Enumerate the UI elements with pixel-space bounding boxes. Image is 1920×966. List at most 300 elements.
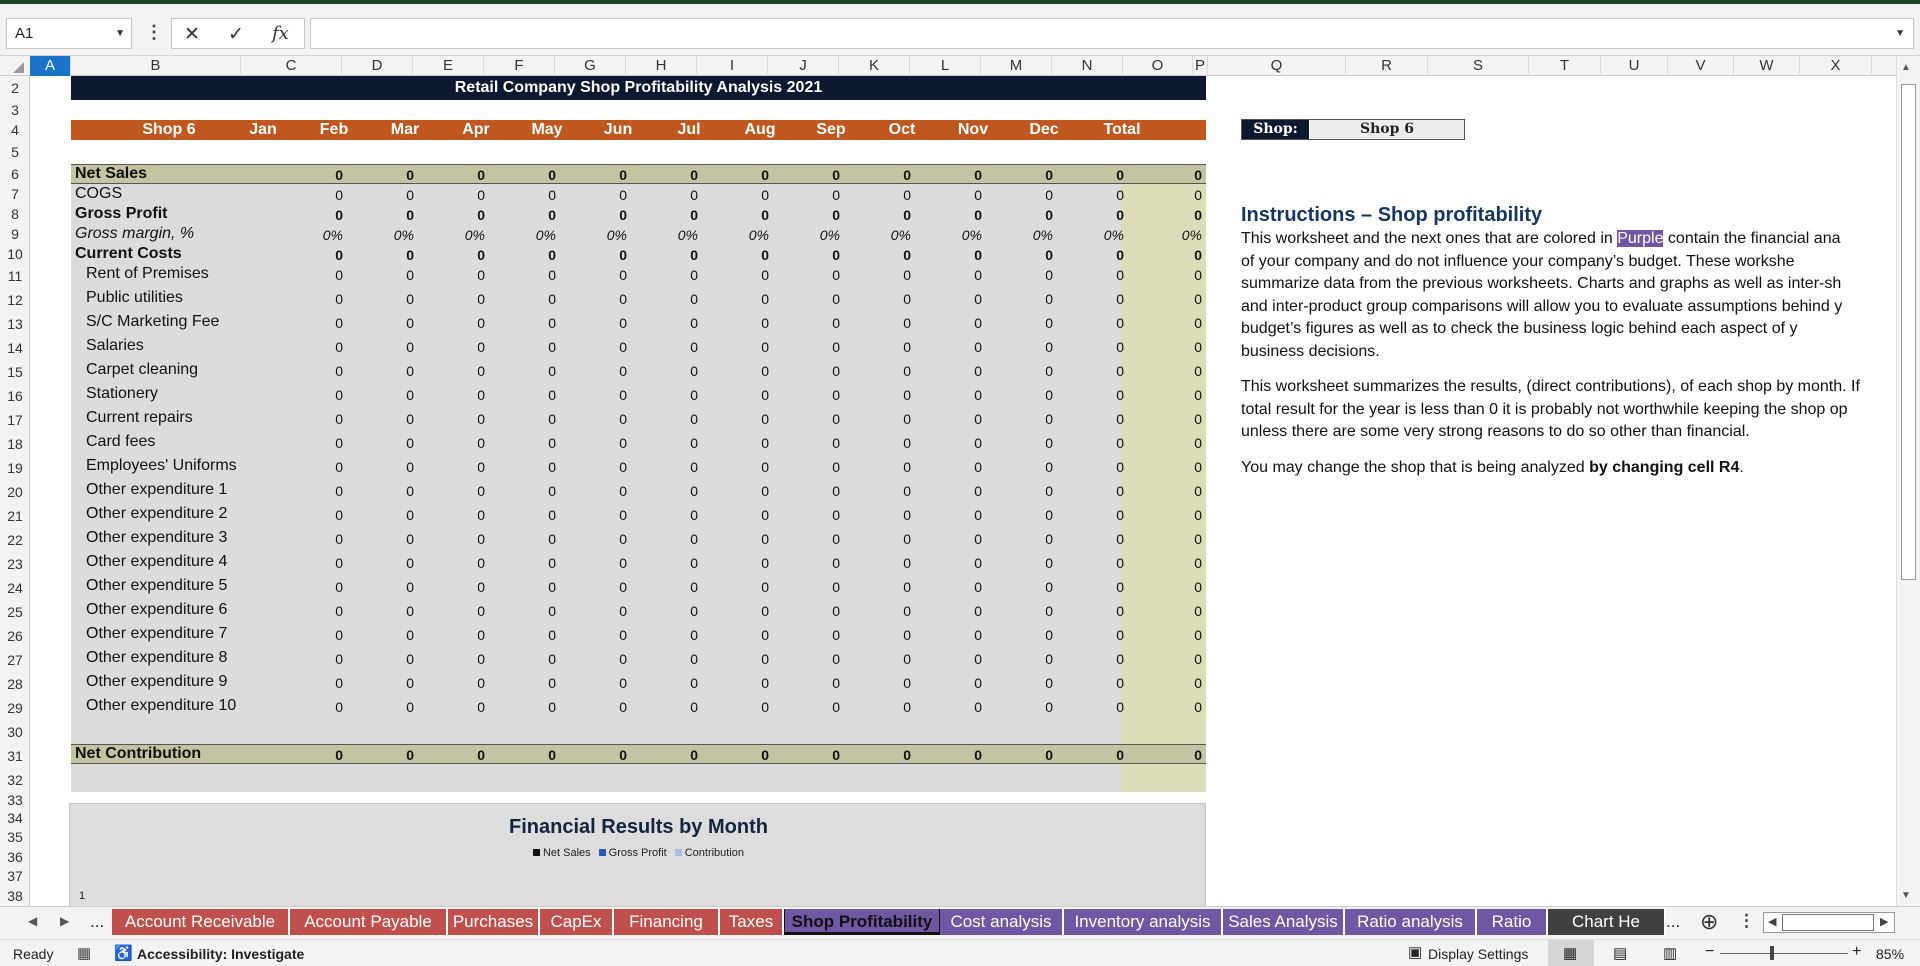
page-layout-icon[interactable]: ▤ <box>1613 945 1628 962</box>
value-cell[interactable]: 0 <box>477 555 485 571</box>
row-header[interactable]: 17 <box>7 412 23 428</box>
value-cell[interactable]: 0 <box>619 411 627 427</box>
value-cell[interactable]: 0 <box>548 699 556 715</box>
value-cell[interactable]: 0 <box>1194 167 1202 183</box>
row-header[interactable]: 12 <box>7 292 23 308</box>
value-cell[interactable]: 0 <box>335 603 343 619</box>
value-cell[interactable]: 0 <box>903 339 911 355</box>
value-cell[interactable]: 0 <box>1045 435 1053 451</box>
value-cell[interactable]: 0 <box>690 207 698 223</box>
expand-formula-icon[interactable]: ▼ <box>1895 28 1905 39</box>
column-header[interactable]: L <box>910 56 981 76</box>
value-cell[interactable]: 0 <box>335 459 343 475</box>
value-cell[interactable]: 0 <box>690 387 698 403</box>
normal-view-button[interactable] <box>1548 940 1594 966</box>
row-header[interactable]: 38 <box>7 888 23 904</box>
value-cell[interactable]: 0% <box>464 227 485 243</box>
value-cell[interactable]: 0 <box>1194 699 1202 715</box>
column-header[interactable]: J <box>768 56 839 76</box>
value-cell[interactable]: 0 <box>406 555 414 571</box>
value-cell[interactable]: 0 <box>1045 555 1053 571</box>
value-cell[interactable]: 0% <box>606 227 627 243</box>
value-cell[interactable]: 0 <box>477 435 485 451</box>
value-cell[interactable]: 0% <box>322 227 343 243</box>
value-cell[interactable]: 0 <box>335 627 343 643</box>
value-cell[interactable]: 0 <box>619 627 627 643</box>
value-cell[interactable]: 0 <box>1045 483 1053 499</box>
row-header[interactable]: 25 <box>7 604 23 620</box>
value-cell[interactable]: 0 <box>903 267 911 283</box>
value-cell[interactable]: 0 <box>1116 411 1124 427</box>
value-cell[interactable]: 0 <box>335 315 343 331</box>
value-cell[interactable]: 0 <box>1116 207 1124 223</box>
value-cell[interactable]: 0 <box>690 555 698 571</box>
row-header[interactable]: 31 <box>7 748 23 764</box>
value-cell[interactable]: 0 <box>761 387 769 403</box>
value-cell[interactable]: 0 <box>690 187 698 203</box>
value-cell[interactable]: 0 <box>619 339 627 355</box>
row-header[interactable]: 5 <box>11 144 19 160</box>
scroll-right-icon[interactable]: ▶ <box>1880 916 1889 928</box>
row-header[interactable]: 15 <box>7 364 23 380</box>
value-cell[interactable]: 0 <box>761 267 769 283</box>
value-cell[interactable]: 0 <box>1194 555 1202 571</box>
sheet-tab[interactable]: Ratio <box>1477 909 1548 935</box>
value-cell[interactable]: 0 <box>903 459 911 475</box>
row-header[interactable]: 8 <box>11 206 19 222</box>
value-cell[interactable]: 0 <box>548 435 556 451</box>
display-settings-icon[interactable]: ▣ <box>1408 944 1423 961</box>
value-cell[interactable]: 0 <box>477 579 485 595</box>
value-cell[interactable]: 0 <box>619 579 627 595</box>
value-cell[interactable]: 0 <box>974 603 982 619</box>
value-cell[interactable]: 0 <box>1116 291 1124 307</box>
value-cell[interactable]: 0 <box>690 267 698 283</box>
value-cell[interactable]: 0 <box>1194 207 1202 223</box>
value-cell[interactable]: 0 <box>406 627 414 643</box>
value-cell[interactable]: 0 <box>477 167 485 183</box>
value-cell[interactable]: 0 <box>974 483 982 499</box>
value-cell[interactable]: 0 <box>335 531 343 547</box>
row-header[interactable]: 16 <box>7 388 23 404</box>
sheet-tab[interactable]: CapEx <box>540 909 614 935</box>
value-cell[interactable]: 0 <box>690 579 698 595</box>
value-cell[interactable]: 0 <box>903 411 911 427</box>
financial-results-chart[interactable] <box>69 803 1206 913</box>
value-cell[interactable]: 0 <box>832 699 840 715</box>
value-cell[interactable]: 0 <box>832 483 840 499</box>
value-cell[interactable]: 0 <box>903 603 911 619</box>
column-header[interactable]: I <box>697 56 768 76</box>
row-header[interactable]: 7 <box>11 186 19 202</box>
value-cell[interactable]: 0 <box>1045 339 1053 355</box>
value-cell[interactable]: 0 <box>1116 339 1124 355</box>
value-cell[interactable]: 0 <box>619 699 627 715</box>
value-cell[interactable]: 0 <box>548 207 556 223</box>
display-settings[interactable]: Display Settings <box>1428 946 1529 962</box>
value-cell[interactable]: 0 <box>903 627 911 643</box>
value-cell[interactable]: 0 <box>832 291 840 307</box>
value-cell[interactable]: 0 <box>974 459 982 475</box>
row-header[interactable]: 36 <box>7 849 23 865</box>
zoom-level[interactable]: 85% <box>1876 946 1905 962</box>
column-header[interactable]: S <box>1428 56 1529 76</box>
value-cell[interactable]: 0 <box>1045 387 1053 403</box>
value-cell[interactable]: 0 <box>335 387 343 403</box>
value-cell[interactable]: 0 <box>406 507 414 523</box>
column-header[interactable]: E <box>413 56 484 76</box>
value-cell[interactable]: 0 <box>1194 579 1202 595</box>
value-cell[interactable]: 0 <box>1116 363 1124 379</box>
value-cell[interactable]: 0 <box>548 603 556 619</box>
value-cell[interactable]: 0 <box>1116 579 1124 595</box>
value-cell[interactable]: 0 <box>761 603 769 619</box>
value-cell[interactable]: 0 <box>548 291 556 307</box>
value-cell[interactable]: 0 <box>974 411 982 427</box>
value-cell[interactable]: 0 <box>477 651 485 667</box>
value-cell[interactable]: 0 <box>832 507 840 523</box>
value-cell[interactable]: 0 <box>335 699 343 715</box>
value-cell[interactable]: 0% <box>890 227 911 243</box>
value-cell[interactable]: 0 <box>690 747 698 763</box>
value-cell[interactable]: 0 <box>1045 603 1053 619</box>
value-cell[interactable]: 0 <box>1194 531 1202 547</box>
column-header[interactable]: Q <box>1208 56 1346 76</box>
value-cell[interactable]: 0 <box>619 187 627 203</box>
value-cell[interactable]: 0 <box>1116 507 1124 523</box>
value-cell[interactable]: 0 <box>761 167 769 183</box>
value-cell[interactable]: 0 <box>619 387 627 403</box>
value-cell[interactable]: 0 <box>1116 675 1124 691</box>
value-cell[interactable]: 0 <box>903 531 911 547</box>
value-cell[interactable]: 0 <box>761 247 769 263</box>
value-cell[interactable]: 0 <box>335 167 343 183</box>
value-cell[interactable]: 0 <box>690 291 698 307</box>
value-cell[interactable]: 0 <box>1045 651 1053 667</box>
value-cell[interactable]: 0 <box>690 699 698 715</box>
accessibility-icon[interactable]: ♿ <box>114 945 133 962</box>
value-cell[interactable]: 0 <box>619 531 627 547</box>
zoom-in-icon[interactable]: + <box>1852 943 1862 960</box>
value-cell[interactable]: 0 <box>406 603 414 619</box>
value-cell[interactable]: 0 <box>1116 247 1124 263</box>
value-cell[interactable]: 0 <box>974 555 982 571</box>
value-cell[interactable]: 0 <box>1116 555 1124 571</box>
value-cell[interactable]: 0 <box>832 207 840 223</box>
value-cell[interactable]: 0 <box>974 387 982 403</box>
sheet-tab[interactable]: Shop Profitability <box>784 909 940 935</box>
value-cell[interactable]: 0 <box>335 483 343 499</box>
value-cell[interactable]: 0 <box>1194 603 1202 619</box>
row-header[interactable]: 29 <box>7 700 23 716</box>
value-cell[interactable]: 0 <box>548 459 556 475</box>
more-tabs-icon[interactable]: ⋮ <box>1738 911 1755 930</box>
value-cell[interactable]: 0% <box>393 227 414 243</box>
value-cell[interactable]: 0 <box>406 579 414 595</box>
value-cell[interactable]: 0 <box>690 507 698 523</box>
value-cell[interactable]: 0 <box>477 531 485 547</box>
accessibility-status[interactable]: Accessibility: Investigate <box>137 946 305 962</box>
scroll-left-icon[interactable]: ◀ <box>1768 916 1777 928</box>
value-cell[interactable]: 0 <box>903 387 911 403</box>
value-cell[interactable]: 0 <box>1194 267 1202 283</box>
value-cell[interactable]: 0 <box>619 675 627 691</box>
value-cell[interactable]: 0 <box>974 435 982 451</box>
value-cell[interactable]: 0 <box>406 435 414 451</box>
value-cell[interactable]: 0% <box>1032 227 1053 243</box>
value-cell[interactable]: 0% <box>819 227 840 243</box>
row-header[interactable]: 3 <box>11 102 19 118</box>
value-cell[interactable]: 0 <box>832 747 840 763</box>
value-cell[interactable]: 0 <box>974 315 982 331</box>
value-cell[interactable]: 0 <box>1194 291 1202 307</box>
cancel-icon[interactable]: ✕ <box>184 24 200 45</box>
value-cell[interactable]: 0 <box>1045 363 1053 379</box>
value-cell[interactable]: 0 <box>1116 315 1124 331</box>
row-header[interactable]: 37 <box>7 868 23 884</box>
value-cell[interactable]: 0 <box>690 411 698 427</box>
sheet-tab[interactable]: Ratio analysis <box>1345 909 1477 935</box>
sheet-tab[interactable]: Inventory analysis <box>1064 909 1223 935</box>
row-header[interactable]: 23 <box>7 556 23 572</box>
column-header[interactable]: X <box>1800 56 1872 76</box>
value-cell[interactable]: 0 <box>903 247 911 263</box>
value-cell[interactable]: 0 <box>903 579 911 595</box>
value-cell[interactable]: 0 <box>548 531 556 547</box>
value-cell[interactable]: 0 <box>335 579 343 595</box>
value-cell[interactable]: 0 <box>761 435 769 451</box>
value-cell[interactable]: 0 <box>335 435 343 451</box>
value-cell[interactable]: 0 <box>548 579 556 595</box>
value-cell[interactable]: 0 <box>832 555 840 571</box>
row-header[interactable]: 33 <box>7 792 23 808</box>
value-cell[interactable]: 0 <box>832 603 840 619</box>
value-cell[interactable]: 0 <box>548 627 556 643</box>
value-cell[interactable]: 0 <box>690 483 698 499</box>
column-header[interactable]: T <box>1529 56 1601 76</box>
column-header[interactable]: P <box>1193 56 1208 76</box>
scroll-up-icon[interactable]: ▲ <box>1901 62 1911 73</box>
value-cell[interactable]: 0 <box>1116 387 1124 403</box>
add-sheet-icon[interactable]: ⊕ <box>1700 909 1719 934</box>
value-cell[interactable]: 0 <box>903 747 911 763</box>
value-cell[interactable]: 0 <box>903 435 911 451</box>
value-cell[interactable]: 0 <box>832 363 840 379</box>
value-cell[interactable]: 0 <box>1116 747 1124 763</box>
value-cell[interactable]: 0 <box>1116 483 1124 499</box>
value-cell[interactable]: 0 <box>903 207 911 223</box>
value-cell[interactable]: 0 <box>406 339 414 355</box>
value-cell[interactable]: 0 <box>1116 435 1124 451</box>
sheet-tab[interactable]: Purchases <box>448 909 540 935</box>
value-cell[interactable]: 0 <box>1194 435 1202 451</box>
value-cell[interactable]: 0 <box>406 675 414 691</box>
value-cell[interactable]: 0 <box>477 315 485 331</box>
shop-selector-value[interactable]: Shop 6 <box>1310 120 1464 139</box>
value-cell[interactable]: 0% <box>961 227 982 243</box>
value-cell[interactable]: 0 <box>1194 507 1202 523</box>
value-cell[interactable]: 0 <box>1194 339 1202 355</box>
value-cell[interactable]: 0 <box>477 699 485 715</box>
value-cell[interactable]: 0 <box>903 315 911 331</box>
value-cell[interactable]: 0 <box>1045 675 1053 691</box>
value-cell[interactable]: 0 <box>974 291 982 307</box>
value-cell[interactable]: 0 <box>548 167 556 183</box>
value-cell[interactable]: 0% <box>677 227 698 243</box>
sheet-tab[interactable]: Cost analysis <box>940 909 1064 935</box>
scroll-thumb[interactable] <box>1901 84 1916 580</box>
column-header[interactable]: M <box>981 56 1052 76</box>
row-header[interactable]: 13 <box>7 316 23 332</box>
tab-overflow-left[interactable]: ... <box>90 912 105 931</box>
value-cell[interactable]: 0 <box>619 207 627 223</box>
value-cell[interactable]: 0 <box>1045 291 1053 307</box>
value-cell[interactable]: 0 <box>477 267 485 283</box>
value-cell[interactable]: 0 <box>1194 387 1202 403</box>
value-cell[interactable]: 0 <box>690 675 698 691</box>
value-cell[interactable]: 0 <box>619 267 627 283</box>
value-cell[interactable]: 0 <box>1116 267 1124 283</box>
value-cell[interactable]: 0 <box>690 459 698 475</box>
column-header[interactable]: F <box>484 56 555 76</box>
value-cell[interactable]: 0 <box>1045 507 1053 523</box>
zoom-out-icon[interactable]: − <box>1705 943 1715 960</box>
value-cell[interactable]: 0 <box>406 699 414 715</box>
value-cell[interactable]: 0 <box>761 699 769 715</box>
value-cell[interactable]: 0 <box>1045 627 1053 643</box>
value-cell[interactable]: 0 <box>477 187 485 203</box>
value-cell[interactable]: 0 <box>832 627 840 643</box>
value-cell[interactable]: 0 <box>761 363 769 379</box>
value-cell[interactable]: 0 <box>477 483 485 499</box>
value-cell[interactable]: 0 <box>690 315 698 331</box>
value-cell[interactable]: 0 <box>903 291 911 307</box>
value-cell[interactable]: 0 <box>832 267 840 283</box>
value-cell[interactable]: 0 <box>619 167 627 183</box>
value-cell[interactable]: 0 <box>406 531 414 547</box>
value-cell[interactable]: 0 <box>690 247 698 263</box>
value-cell[interactable]: 0 <box>832 435 840 451</box>
value-cell[interactable]: 0 <box>1045 531 1053 547</box>
value-cell[interactable]: 0 <box>619 459 627 475</box>
row-header[interactable]: 20 <box>7 484 23 500</box>
value-cell[interactable]: 0 <box>477 363 485 379</box>
value-cell[interactable]: 0 <box>974 339 982 355</box>
value-cell[interactable]: 0 <box>761 411 769 427</box>
column-header[interactable]: C <box>241 56 342 76</box>
chevron-down-icon[interactable]: ▼ <box>115 28 125 39</box>
row-header[interactable]: 4 <box>11 122 19 138</box>
value-cell[interactable]: 0 <box>1045 579 1053 595</box>
value-cell[interactable]: 0% <box>748 227 769 243</box>
insert-function-icon[interactable]: fx <box>272 23 289 44</box>
row-header[interactable]: 11 <box>7 268 23 284</box>
value-cell[interactable]: 0 <box>335 411 343 427</box>
value-cell[interactable]: 0 <box>406 651 414 667</box>
value-cell[interactable]: 0 <box>548 651 556 667</box>
more-options-icon[interactable]: ⋮ <box>145 22 163 42</box>
value-cell[interactable]: 0 <box>548 555 556 571</box>
value-cell[interactable]: 0 <box>832 187 840 203</box>
name-box[interactable] <box>6 18 132 49</box>
row-header[interactable]: 28 <box>7 676 23 692</box>
value-cell[interactable]: 0 <box>1116 459 1124 475</box>
value-cell[interactable]: 0 <box>761 291 769 307</box>
value-cell[interactable]: 0 <box>761 651 769 667</box>
value-cell[interactable]: 0 <box>903 507 911 523</box>
value-cell[interactable]: 0 <box>1194 411 1202 427</box>
value-cell[interactable]: 0 <box>335 291 343 307</box>
value-cell[interactable]: 0 <box>1194 627 1202 643</box>
value-cell[interactable]: 0 <box>1116 531 1124 547</box>
row-header[interactable]: 22 <box>7 532 23 548</box>
column-header[interactable]: W <box>1734 56 1800 76</box>
value-cell[interactable]: 0 <box>1194 459 1202 475</box>
value-cell[interactable]: 0 <box>477 459 485 475</box>
tab-next-icon[interactable]: ▶ <box>60 914 70 928</box>
row-header[interactable]: 2 <box>11 80 19 96</box>
value-cell[interactable]: 0 <box>477 339 485 355</box>
value-cell[interactable]: 0 <box>974 531 982 547</box>
value-cell[interactable]: 0 <box>974 747 982 763</box>
select-all-corner[interactable] <box>0 56 30 76</box>
value-cell[interactable]: 0 <box>548 363 556 379</box>
value-cell[interactable]: 0 <box>335 555 343 571</box>
value-cell[interactable]: 0 <box>761 339 769 355</box>
value-cell[interactable]: 0 <box>548 267 556 283</box>
value-cell[interactable]: 0 <box>548 483 556 499</box>
value-cell[interactable]: 0 <box>903 363 911 379</box>
value-cell[interactable]: 0 <box>1045 699 1053 715</box>
sheet-tab[interactable]: Account Receivable <box>112 909 290 935</box>
value-cell[interactable]: 0 <box>974 675 982 691</box>
enter-icon[interactable]: ✓ <box>228 24 244 45</box>
value-cell[interactable]: 0 <box>335 363 343 379</box>
tab-overflow-right[interactable]: ... <box>1666 912 1681 931</box>
value-cell[interactable]: 0 <box>690 603 698 619</box>
value-cell[interactable]: 0 <box>619 435 627 451</box>
sheet-tab[interactable]: Financing <box>614 909 720 935</box>
value-cell[interactable]: 0 <box>761 579 769 595</box>
value-cell[interactable]: 0 <box>406 411 414 427</box>
value-cell[interactable]: 0 <box>1045 207 1053 223</box>
value-cell[interactable]: 0 <box>974 167 982 183</box>
value-cell[interactable]: 0 <box>690 651 698 667</box>
column-header[interactable]: V <box>1668 56 1734 76</box>
value-cell[interactable]: 0 <box>761 531 769 547</box>
value-cell[interactable]: 0 <box>761 187 769 203</box>
sheet-tab[interactable]: Account Payable <box>290 909 448 935</box>
value-cell[interactable]: 0 <box>619 247 627 263</box>
value-cell[interactable]: 0 <box>477 747 485 763</box>
vertical-scrollbar[interactable] <box>1896 56 1920 906</box>
value-cell[interactable]: 0 <box>1194 363 1202 379</box>
value-cell[interactable]: 0 <box>1194 651 1202 667</box>
value-cell[interactable]: 0 <box>619 363 627 379</box>
value-cell[interactable]: 0 <box>1045 267 1053 283</box>
value-cell[interactable]: 0 <box>761 627 769 643</box>
value-cell[interactable]: 0 <box>406 187 414 203</box>
value-cell[interactable]: 0 <box>1116 603 1124 619</box>
value-cell[interactable]: 0 <box>335 675 343 691</box>
horizontal-scrollbar[interactable] <box>1763 912 1895 933</box>
value-cell[interactable]: 0 <box>974 507 982 523</box>
row-header[interactable]: 21 <box>7 508 23 524</box>
row-header[interactable]: 34 <box>7 810 23 826</box>
value-cell[interactable]: 0 <box>832 459 840 475</box>
value-cell[interactable]: 0 <box>974 267 982 283</box>
value-cell[interactable]: 0 <box>1045 747 1053 763</box>
